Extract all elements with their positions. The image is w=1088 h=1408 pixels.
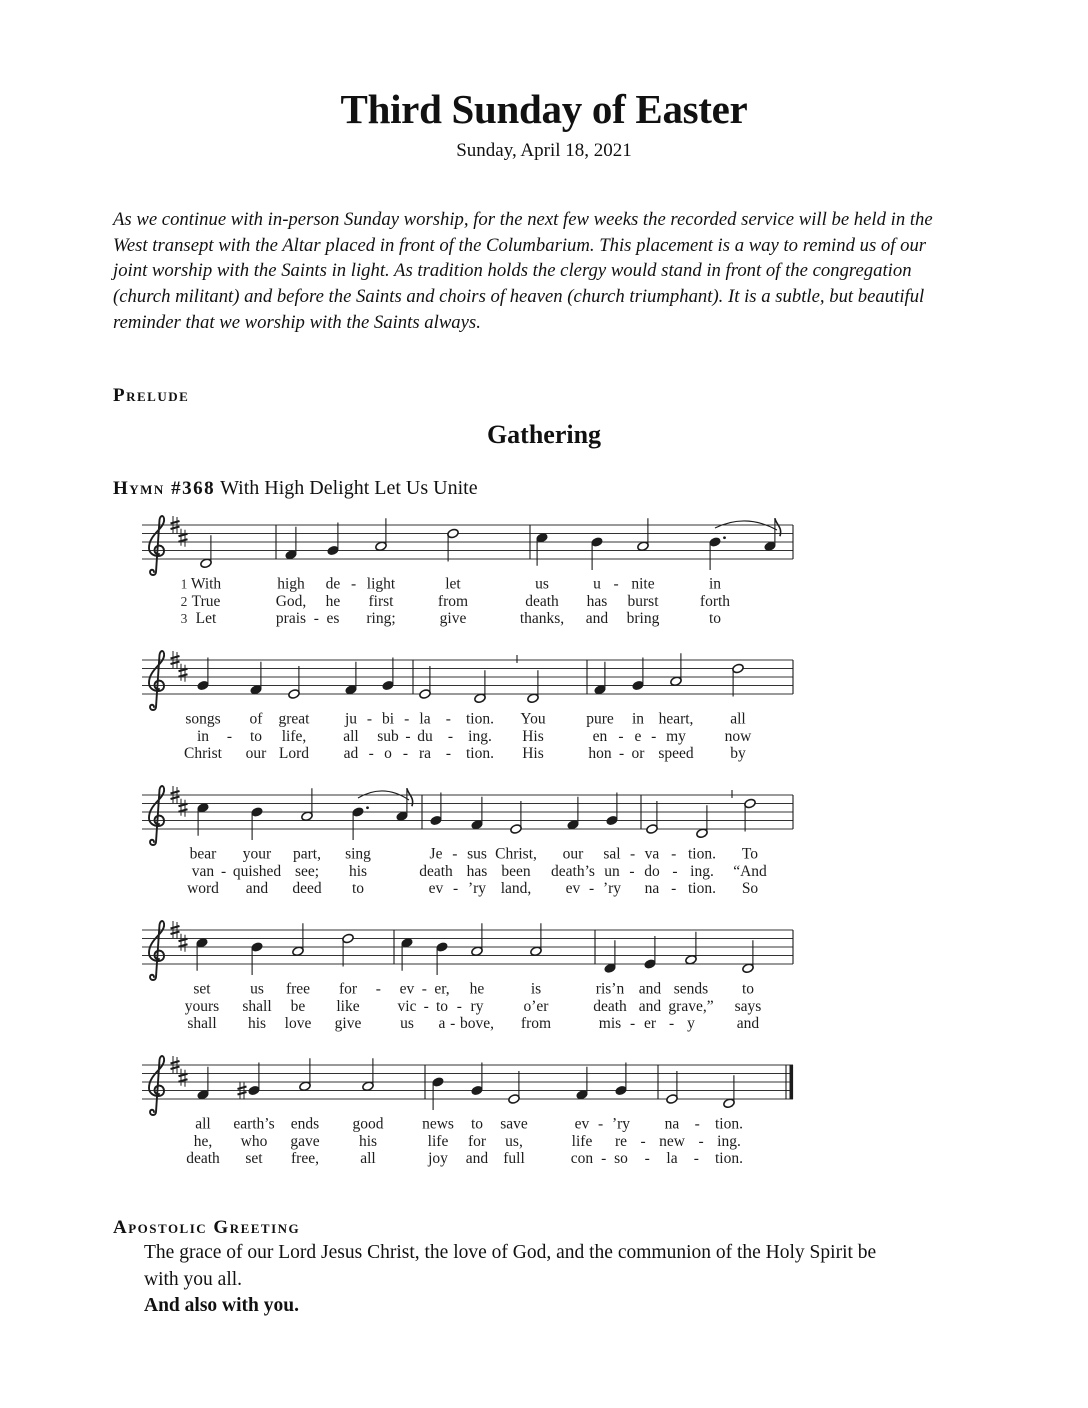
lyric-syllable: vic (397, 997, 417, 1015)
lyric-syllable: “And (733, 862, 767, 880)
lyric-syllable: nite (631, 575, 655, 593)
sharp-stroke (179, 939, 188, 942)
lyric-syllable: sing (345, 845, 371, 863)
lyric-hyphen: - (698, 1132, 704, 1150)
lyric-syllable: be (290, 997, 306, 1015)
lyric-syllable: hon (588, 745, 612, 763)
lyric-syllable: your (242, 845, 272, 863)
lyric-hyphen: - (421, 980, 427, 998)
lyric-syllable: all (730, 710, 746, 728)
lyric-hyphen: - (447, 727, 454, 745)
lyric-syllable: quished (232, 862, 282, 880)
lyric-syllable: for (467, 1132, 487, 1150)
lyric-syllable: his (348, 862, 368, 880)
lyric-syllable: death (419, 862, 453, 880)
lyric-syllable: life (427, 1132, 449, 1150)
key-signature-sharp-icon (179, 799, 188, 817)
lyric-syllable: gave (290, 1132, 320, 1150)
lyric-syllable: like (336, 997, 360, 1015)
lyric-syllable: save (500, 1115, 528, 1133)
page-title: Third Sunday of Easter (340, 86, 748, 132)
lyric-syllable: ev (565, 880, 581, 898)
lyric-syllable: tion. (466, 745, 494, 763)
lyric-syllable: la (419, 710, 431, 728)
lyric-syllable: So (741, 880, 759, 898)
music-system (142, 651, 793, 762)
lyric-hyphen: - (671, 845, 677, 863)
lyric-hyphen: - (694, 1115, 700, 1133)
lyric-syllable: of (249, 710, 263, 728)
lyric-syllable: forth (699, 592, 731, 610)
lyric-hyphen: - (613, 575, 619, 593)
lyric-syllable: Je (429, 845, 443, 863)
lyric-syllable: na (644, 880, 660, 898)
lyric-hyphen: - (452, 845, 458, 863)
lyric-syllable: songs (185, 710, 221, 728)
lyric-syllable: my (666, 727, 686, 745)
lyric-syllable: all (360, 1150, 376, 1168)
lyric-hyphen: - (618, 727, 624, 745)
lyric-hyphen: - (630, 1015, 636, 1033)
lyric-syllable: do (644, 862, 660, 880)
lyric-syllable: to (470, 1115, 484, 1133)
apostolic-greeting-heading: Apostolic Greeting (113, 1217, 301, 1238)
lyric-syllable: set (245, 1150, 263, 1168)
lyric-syllable: joy (428, 1150, 448, 1168)
lyric-syllable: his (247, 1015, 267, 1033)
lyric-hyphen: - (445, 710, 451, 728)
lyric-hyphen: - (672, 862, 678, 880)
lyric-syllable: word (187, 880, 219, 898)
lyric-syllable: death (186, 1150, 220, 1168)
verse-number: 1 (180, 576, 188, 592)
lyric-syllable: by (730, 745, 746, 763)
lyric-syllable: tion. (688, 880, 716, 898)
lyric-syllable: va (644, 845, 660, 863)
lyric-syllable: bi (381, 710, 395, 728)
sharp-stroke (171, 932, 180, 935)
sharp-stroke (171, 797, 180, 800)
lyric-syllable: free, (291, 1150, 319, 1168)
lyric-syllable: now (724, 727, 752, 745)
lyric-syllable: de (325, 575, 341, 593)
lyric-syllable: sal (603, 845, 621, 863)
lyric-syllable: life (571, 1132, 593, 1150)
lyric-hyphen: - (366, 710, 373, 728)
lyric-syllable: ing. (468, 727, 492, 745)
lyric-syllable: death (525, 592, 559, 610)
lyric-syllable: full (503, 1150, 525, 1168)
music-system (142, 516, 793, 627)
lyric-hyphen: - (598, 1115, 604, 1133)
lyric-syllable: to (351, 880, 365, 898)
lyric-syllable: speed (658, 745, 694, 763)
lyric-syllable: ’ry (602, 880, 622, 898)
hymn-number-label: Hymn #368 (113, 478, 216, 499)
lyric-syllable: from (520, 1015, 552, 1033)
lyric-syllable: tion. (466, 710, 494, 728)
lyric-syllable: pure (586, 710, 614, 728)
lyric-syllable: thanks, (519, 610, 565, 628)
lyric-hyphen: - (405, 727, 411, 745)
lyric-syllable: in (708, 575, 722, 593)
key-signature-sharp-icon (179, 529, 188, 547)
lyric-syllable: Christ (184, 745, 222, 763)
section-heading-gathering: Gathering (486, 420, 602, 449)
lyric-hyphen: - (445, 745, 452, 763)
lyric-syllable: grave,” (668, 997, 714, 1015)
lyric-hyphen: - (651, 727, 657, 745)
sharp-stroke (238, 1087, 247, 1090)
verse-number: 3 (180, 611, 188, 627)
slur (715, 521, 777, 530)
lyric-syllable: shall (187, 1015, 217, 1033)
lyric-hyphen: - (368, 745, 374, 763)
lyric-syllable: e (634, 727, 642, 745)
lyric-syllable: great (278, 710, 310, 728)
lyric-syllable: he (325, 592, 341, 610)
lyric-syllable: yours (184, 997, 220, 1015)
lyric-hyphen: - (640, 1132, 646, 1150)
lyric-syllable: God, (275, 592, 307, 610)
lyric-syllable: To (741, 845, 759, 863)
sharp-stroke (179, 534, 188, 537)
slur (358, 791, 409, 800)
sharp-stroke (171, 926, 180, 929)
lyric-syllable: Lord (278, 745, 310, 763)
lyric-syllable: bring (626, 610, 660, 628)
lyric-hyphen: - (671, 880, 677, 898)
prelude-heading: Prelude (113, 385, 190, 406)
lyric-syllable: all (195, 1115, 211, 1133)
music-system (142, 1056, 793, 1167)
lyric-syllable: give (334, 1015, 362, 1033)
lyric-syllable: tion. (688, 845, 716, 863)
lyric-syllable: set (193, 980, 211, 998)
lyric-syllable: to (741, 980, 755, 998)
lyric-syllable: to (708, 610, 722, 628)
lyric-syllable: un (604, 862, 620, 880)
congregation-response: And also with you. (144, 1295, 299, 1316)
lyric-hyphen: - (375, 980, 381, 998)
lyric-syllable: ’ry (467, 880, 487, 898)
sharp-stroke (179, 804, 188, 807)
lyric-syllable: er, (434, 980, 450, 998)
lyric-syllable: and (465, 1150, 489, 1168)
lyric-syllable: y (687, 1015, 695, 1033)
lyric-syllable: land, (500, 880, 532, 898)
lyric-hyphen: - (456, 997, 462, 1015)
lyric-syllable: news (422, 1115, 454, 1133)
lyric-syllable: all (343, 727, 359, 745)
lyric-syllable: deed (292, 880, 322, 898)
lyric-syllable: With (190, 575, 222, 593)
lyric-syllable: our (562, 845, 584, 863)
lyric-syllable: la (666, 1150, 678, 1168)
lyric-syllable: earth’s (233, 1115, 275, 1133)
lyric-syllable: You (520, 710, 546, 728)
lyric-syllable: True (191, 592, 221, 610)
lyric-syllable: a (438, 1015, 446, 1033)
lyric-syllable: burst (627, 592, 659, 610)
lyric-syllable: light (366, 575, 396, 593)
lyric-syllable: us, (505, 1132, 523, 1150)
lyric-syllable: is (530, 980, 542, 998)
lyric-syllable: heart, (658, 710, 694, 728)
lyric-hyphen: - (629, 862, 635, 880)
lyric-syllable: us (250, 980, 264, 998)
lyric-syllable: ev (574, 1115, 590, 1133)
lyric-syllable: ju (344, 710, 358, 728)
lyric-hyphen: - (601, 1150, 607, 1168)
lyric-syllable: tion. (715, 1150, 743, 1168)
greeting-line: The grace of our Lord Jesus Christ, the love of God, and the communion of the Holy Spirit be (144, 1242, 877, 1263)
lyric-hyphen: - (618, 745, 625, 763)
lyric-syllable: na (664, 1115, 680, 1133)
lyric-syllable: to (249, 727, 263, 745)
lyric-syllable: ad (343, 745, 359, 763)
lyric-syllable: tion. (715, 1115, 743, 1133)
lyric-syllable: see; (294, 862, 320, 880)
intro-line: As we continue with in-person Sunday worship, for the next few weeks the recorded service will be held in the (113, 209, 933, 230)
lyric-syllable: part, (293, 845, 321, 863)
lyric-syllable: prais (275, 610, 307, 628)
lyric-syllable: new (659, 1132, 685, 1150)
lyric-syllable: o (384, 745, 392, 763)
lyric-syllable: o’er (523, 997, 549, 1015)
sharp-stroke (171, 527, 180, 530)
lyric-syllable: life, (281, 727, 307, 745)
lyric-syllable: from (437, 592, 469, 610)
lyric-syllable: His (522, 745, 544, 763)
greeting-line: with you all. (144, 1268, 243, 1290)
lyric-syllable: free (285, 980, 311, 998)
sharp-stroke (171, 791, 180, 794)
lyric-syllable: his (358, 1132, 378, 1150)
lyric-syllable: er (643, 1015, 657, 1033)
lyric-hyphen: - (226, 727, 233, 745)
lyric-syllable: us (400, 1015, 414, 1033)
lyric-syllable: bear (189, 845, 217, 863)
augmentation-dot (723, 536, 726, 539)
lyric-syllable: ing. (717, 1132, 741, 1150)
lyric-syllable: he, (193, 1132, 213, 1150)
lyric-hyphen: - (630, 845, 636, 863)
lyric-syllable: death’s (551, 862, 595, 880)
lyric-hyphen: - (589, 880, 595, 898)
lyric-syllable: and (736, 1015, 760, 1033)
lyric-syllable: in (631, 710, 645, 728)
lyric-syllable: give (439, 610, 467, 628)
lyric-syllable: and (638, 980, 662, 998)
lyric-syllable: to (435, 997, 449, 1015)
sharp-stroke (179, 1079, 188, 1082)
sharp-stroke (179, 669, 188, 672)
sharp-stroke (179, 539, 188, 542)
intro-line: joint worship with the Saints in light. As tradition holds the clergy would stand in front of the congregation (113, 260, 912, 282)
sharp-stroke (179, 674, 188, 677)
lyric-syllable: Christ, (495, 845, 537, 863)
lyric-syllable: us (535, 575, 549, 593)
lyric-hyphen: - (220, 862, 227, 880)
lyric-syllable: ’ry (611, 1115, 631, 1133)
lyric-syllable: for (338, 980, 358, 998)
lyric-syllable: has (586, 592, 608, 610)
lyric-syllable: let (445, 575, 461, 593)
key-signature-sharp-icon (179, 664, 188, 682)
lyric-syllable: ris’n (595, 980, 625, 998)
lyric-syllable: con (570, 1150, 594, 1168)
lyric-hyphen: - (313, 610, 319, 628)
lyric-syllable: ev (399, 980, 415, 998)
hymn-title: With High Delight Let Us Unite (220, 477, 478, 499)
lyric-syllable: so (614, 1150, 628, 1168)
music-system (142, 921, 793, 1032)
key-signature-sharp-icon (179, 934, 188, 952)
verse-number: 2 (180, 593, 188, 609)
augmentation-dot (366, 806, 369, 809)
lyric-syllable: shall (242, 997, 272, 1015)
lyric-syllable: and (585, 610, 609, 628)
lyric-hyphen: - (350, 575, 357, 593)
sharp-stroke (179, 1074, 188, 1077)
lyric-hyphen: - (404, 710, 410, 728)
lyric-syllable: du (417, 727, 433, 745)
lyric-syllable: re (614, 1132, 628, 1150)
lyric-syllable: he (469, 980, 485, 998)
intro-line: reminder that we worship with the Saints always. (113, 311, 481, 333)
lyric-syllable: sus (467, 845, 487, 863)
lyric-syllable: been (501, 862, 531, 880)
lyric-syllable: His (522, 727, 544, 745)
final-barline-thick (790, 1065, 794, 1099)
sharp-stroke (171, 1067, 180, 1070)
lyric-syllable: high (277, 575, 305, 593)
lyric-syllable: van (191, 862, 215, 880)
lyric-syllable: u (593, 575, 601, 593)
lyric-syllable: ry (470, 997, 484, 1015)
lyric-syllable: and (638, 997, 662, 1015)
lyric-syllable: es (326, 610, 340, 628)
lyric-hyphen: - (644, 1150, 650, 1168)
lyric-syllable: first (368, 592, 394, 610)
lyric-syllable: who (240, 1132, 268, 1150)
intro-line: (church militant) and before the Saints and choirs of heaven (church triumphant). It is a subtle, but beautiful (113, 286, 925, 308)
lyric-hyphen: - (668, 1015, 675, 1033)
sharp-stroke (171, 1061, 180, 1064)
lyric-syllable: Let (195, 610, 217, 628)
lyric-syllable: ing. (690, 862, 714, 880)
lyric-syllable: death (593, 997, 627, 1015)
lyric-syllable: or (631, 745, 645, 763)
lyric-syllable: has (466, 862, 488, 880)
lyric-hyphen: - (423, 997, 429, 1015)
lyric-syllable: ra (418, 745, 432, 763)
lyric-hyphen: - (450, 1015, 456, 1033)
lyric-syllable: en (592, 727, 608, 745)
apostolic-greeting-text (144, 1240, 876, 1320)
lyric-syllable: ev (428, 880, 444, 898)
lyric-syllable: mis (598, 1015, 622, 1033)
sharp-stroke (179, 809, 188, 812)
lyric-syllable: love (284, 1015, 312, 1033)
key-signature-sharp-icon (179, 1069, 188, 1087)
sharp-stroke (238, 1092, 247, 1095)
service-date: Sunday, April 18, 2021 (456, 140, 632, 161)
sharp-stroke (179, 944, 188, 947)
sharp-stroke (171, 656, 180, 659)
sharp-stroke (171, 521, 180, 524)
lyric-syllable: in (196, 727, 210, 745)
lyric-syllable: good (352, 1115, 384, 1133)
lyric-hyphen: - (693, 1150, 699, 1168)
lyric-syllable: bove, (459, 1015, 495, 1033)
lyric-syllable: and (245, 880, 269, 898)
lyric-syllable: sends (673, 980, 709, 998)
lyric-hyphen: - (402, 745, 409, 763)
lyric-syllable: ends (290, 1115, 320, 1133)
intro-line: West transept with the Altar placed in front of the Columbarium. This placement is a way to remind us of our (113, 234, 927, 256)
sharp-stroke (171, 662, 180, 665)
lyric-hyphen: - (453, 880, 459, 898)
lyric-syllable: ring; (366, 610, 396, 628)
lyric-syllable: says (734, 997, 762, 1015)
music-system (142, 786, 793, 897)
lyric-syllable: our (245, 745, 267, 763)
lyric-syllable: sub (377, 727, 399, 745)
